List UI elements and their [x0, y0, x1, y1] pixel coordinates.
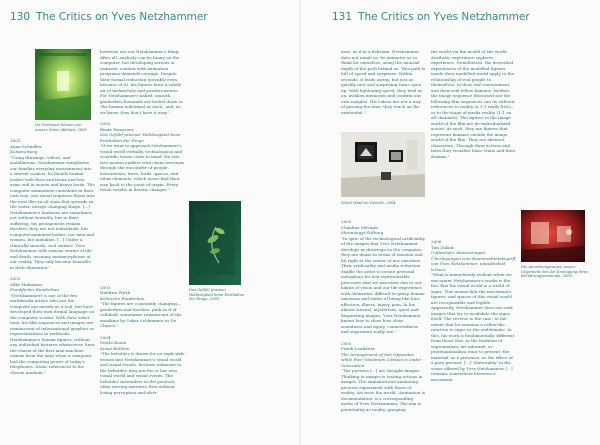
page-number: 130 [10, 11, 31, 23]
quote-paragraph: "If we want to approach Netzhammer's visual world verbally, technological and scientific terms come to mind. He sets into motion endless vital chain reactions through the encounter of people, instruments, trees, birds, spaces, and other elements, which never find their way back to the point of origin. Every touch results in drastic changes." [100, 143, 185, 192]
entry-year: 2006 [431, 239, 442, 244]
text-column-2 [100, 49, 185, 439]
entry-title: Kunst-Bulletin [100, 345, 130, 351]
entry-year: 2005 [341, 219, 352, 224]
entry-title: Kölnische Rundschau [100, 295, 145, 301]
bibliography-entry [10, 138, 95, 155]
bibliography-entry [100, 121, 185, 143]
photo-caption: Silent Wind im Gesicht, 2004 [341, 201, 396, 205]
bibliography-entry [100, 285, 185, 302]
quote-paragraph: however, are not Netzhammer's thing. After all, anybody can be funny on the computer, but developing serious or romantic content with animation programs demands courage. Despite their formal reduction (possibly even because of it), his figures have a subtle air of melancholy and ponderousness. For Netzhammer's naked, smooth, genderless hominids are boiled down to 'the human individual as such,' and, as we know, they don't have it easy." [100, 49, 183, 115]
photo-caption: Im Vertrauen können wir unsere Sinne ablösen, 2003 [35, 123, 87, 132]
text-column-2 [431, 49, 516, 439]
running-title: The Critics on Yves Netzhammer [358, 11, 530, 23]
entry-year: 2003 [10, 276, 21, 281]
bibliography-entry [341, 219, 426, 236]
bibliography-entry [341, 341, 426, 369]
quote-paragraph: the world via the model of the world. Aesthetic experience replaces experience. Nonetheless, the described experiences of the modelled figures inside their modelled world apply to the relationship of real people to themselves, to their real environment and their real fellow humans. Neither the image sequence discussed nor the following film sequences can do without references to reality (a 1:1 really live)—or to the stage of media reality (1:1 on all channels). The figures in the image world of the film are de-individualized actors. As such, they are figures that represent humans outside the image world of the film. They are abstract characters. Through their actions and fates they visualize basic traits and their dramas." [431, 49, 516, 159]
gallery-image [341, 132, 425, 197]
entry-title: Unfassbare Abmessungen. Überlegungen zum Raumrealitätsbegriff von Yves Netzhammer, unpublished lecture [431, 250, 516, 272]
quote-paragraph: "What is immediately evident when we encounter Netzhammer's works is the fact that his visual world is a world of signs. This means that the movements, figures, and spaces of this visual world are recognizable and legible. Apparently, Netzhammer does not seek images that try to invalidate the signs itself. The reverse is the case, to the extent that he assumes a reflex-like reaction to signs or the emblematic. In this, his work is fundamentally different from those that, in the tradition of suprematism, art informel, or proteminimalism want to present 'the material' as a presence, as the effect of a pure present. [...] 'Materiality' in the sense offered by Yves Netzhammer [...] remains somewhere between a movement [431, 272, 515, 382]
entry-author: Anna Schindler [10, 143, 42, 149]
text-column-1 [10, 138, 95, 438]
entry-author: Beate Ermacora [100, 126, 134, 132]
green-room-photo [35, 49, 91, 120]
photo-spacer [431, 159, 516, 233]
entry-author: Silke Hohmann [10, 281, 42, 287]
gallery-photo [341, 132, 425, 197]
entry-year: 2005 [341, 340, 352, 346]
entry-title: The Arrangement of two Opposites while their Maximum Contact is under Generation [341, 351, 422, 368]
entry-title: Das Gefühl präziser Haltlosigkeit beim Festhalten der Dinge [100, 132, 181, 143]
quote-paragraph: "The figures are constantly changing—genderless and faceless, pink as if of celluloid, sometimes reminiscent of the manikins by Oskar Schlemmer or De Chirico." [100, 301, 182, 328]
entry-title: Kunstzeitung [10, 149, 38, 154]
entry-year: 2004 [100, 334, 111, 340]
quote-paragraph: "[Netzhammer] is one of the few multimedia artists who use the computer not merely as a tool, but have developed their own formal language on the computer screen. With their sober tone, his film sequences and images are reminiscent of informational graphics or representations in textbooks. Netzhammer's human figures, without any individual features whatsoever, have the charm of the first man-machine visions from the days when a computer had the computing power of today's telephones. Ironic references to his chosen medium," [10, 292, 95, 375]
quote-paragraph: "In spite of the technological artificiality of the images that Yves Netzhammer develops as drawings on the computer, they are dense in terms of emotion and hit right at the center of our emotions. Their artificiality and media reduction enable the artist to create personal metaphors for non-representable processes that we associate due to our habits of vision and our life experience with elemental, difficult-to-grasp human emotions and states of being like love, affection, illness, injury, pain. In his almost surreal, mysterious, quiet and disquieting images, Yves Netzhammer knows how to show how close soundness and injury, connectedness and separation really are." [341, 235, 425, 334]
quote-paragraph: "Using drawings, videos, and installations, Netzhammer transforms our familiar everyday environment into a surreal cosmos; he blends human bodies with flora and fauna and lets arms end in snouts and heavy hoofs. The computer animations contribute in their own way: one visual sequence floats into the next like an oil stain that spreads on the water, always changing shape. [...] Netzhammer's fantasies are sometimes not without brutality, but in their suffering, his protagonists remain faceless: they are not individuals, but computer-animated bodies, not men and women, but manikins. [...] Under a clinically smooth, cool surface, Yves Netzhammer tells serious stories of life and death, uncanny metamorphoses of our reality. They only become bearable in their alienation." [10, 154, 95, 270]
entry-year: 2003 [100, 284, 111, 290]
right-page [300, 0, 600, 445]
text-column-1 [341, 49, 426, 439]
entry-author: Claudine Metzger [341, 224, 379, 230]
entry-author: Gisela Kuoni [100, 340, 127, 345]
quote-paragraph: ness, as if in a delirium. Netzhammer does not numb us, he animates us to think for ourselves, using the unusual depth of the path behind us. This path is full of speed and surprises. Within seconds, it leads astray, but just as quickly new and surprising turns open up. With lightening speed, they lead us on, awaken memories and confirm our own insights. His videos are not a way of passing the time, they touch on the existential." [341, 49, 426, 115]
page-header [332, 11, 530, 23]
bibliography-entry [431, 239, 516, 272]
plant-image [189, 201, 241, 285]
bibliography-entry [10, 276, 95, 293]
green-room-image [35, 49, 91, 120]
photo-caption: Das Gefühl präziser Haltlosigkeit beim Festhalten der Dinge, 2003 [189, 288, 245, 302]
dark-green-photo [189, 201, 241, 285]
quote-paragraph: "The pictures [...] are thought-images. Thinking in images is testing actions in images. The animated and animating pictures experiment with those of reality. Art tests the world. 'Animation is documentation' is a corresponding motto of Yves Netzhammer. The aim is potentiality as reality, grasping [341, 368, 426, 412]
photo-spacer [100, 193, 185, 279]
running-title: The Critics on Yves Netzhammer [36, 11, 208, 23]
page-header [10, 11, 208, 23]
entry-author: Frank Laukötter [341, 346, 376, 351]
entry-year: 2003 [10, 138, 21, 143]
red-installation-photo [521, 210, 585, 262]
photo-caption: Die Anordnungsweise zweier Gegenteile bei der Erzeugung ihres Berührungsmoments, 2005 [521, 265, 588, 279]
quote-paragraph: "The beholder is drawn for no explicable reason into Netzhammer's visual world and visual events, because unknown to the beholder, they are his or her own visual world and visual events. The beholder surrenders to the poetical, often moving narrative flow without losing perception and alert- [100, 351, 185, 395]
page-number: 131 [332, 11, 353, 23]
entry-author: Heidrun Wirth [100, 290, 131, 295]
entry-title: Frankfurter Rundschau [10, 287, 59, 292]
entry-year: 2003 [100, 121, 111, 126]
entry-author: Tim Zulauf [431, 244, 454, 250]
bibliography-entry [100, 335, 185, 352]
entry-title: Marianoggi-Stiftung [341, 230, 384, 235]
red-room-image [521, 210, 585, 262]
